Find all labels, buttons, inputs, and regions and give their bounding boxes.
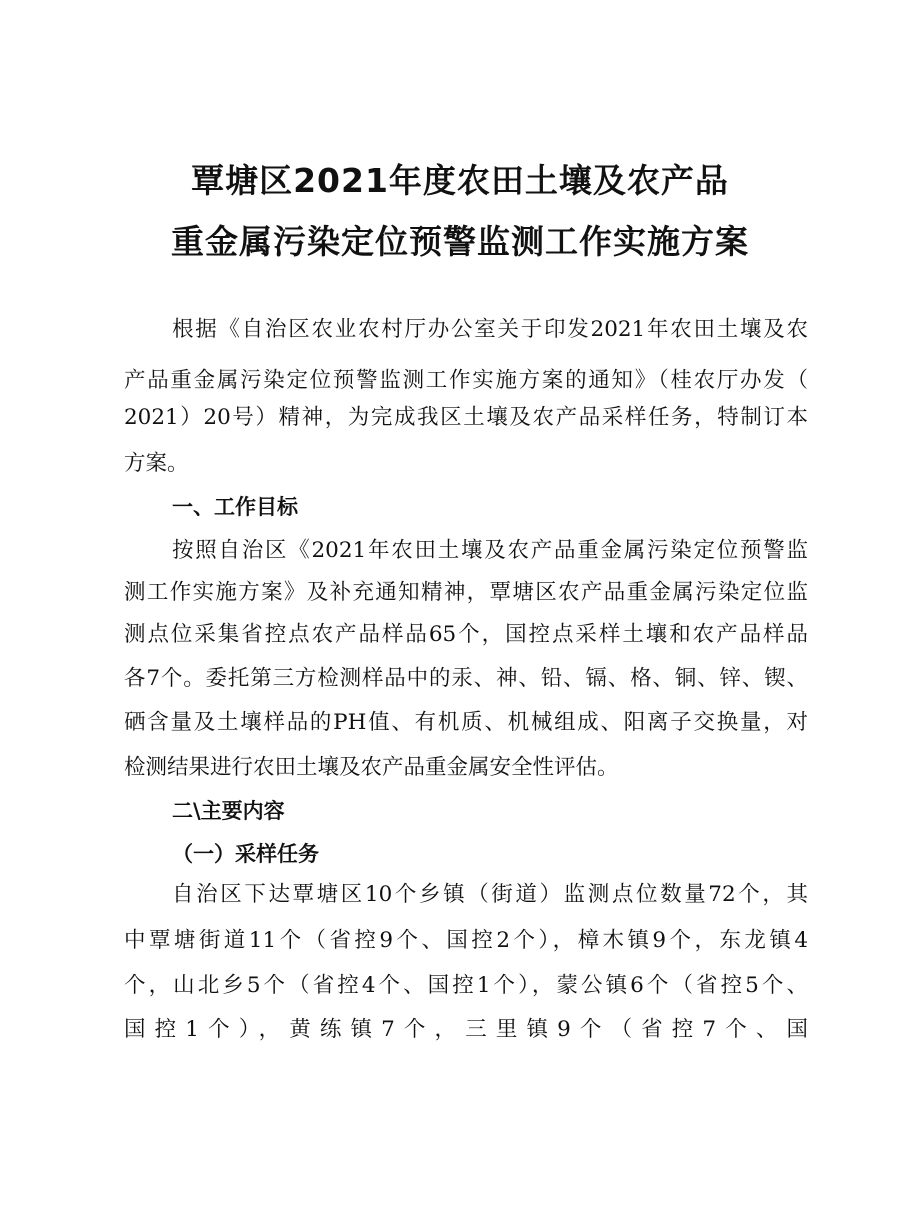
paragraph-2-line-6: 检测结果进行农田土壤及农产品重金属安全性评估。 xyxy=(124,755,619,780)
paragraph-1-line-1: 根据《自治区农业农村厅办公室关于印发2021年农田土壤及农 xyxy=(172,317,808,342)
document-title-line-2: 重金属污染定位预警监测工作实施方案 xyxy=(171,222,749,261)
paragraph-1-line-3: 2021）20号）精神，为完成我区土壤及农产品采样任务，特制订本 xyxy=(124,405,808,430)
section-heading-main-content: 二\主要内容 xyxy=(172,799,285,823)
paragraph-3-line-4: 国控1个），黄练镇7个，三里镇9个（省控7个、国 xyxy=(124,1017,808,1042)
paragraph-3-line-3: 个，山北乡5个（省控4个、国控1个），蒙公镇6个（省控5个、 xyxy=(124,973,808,998)
document-title-line-1: 覃塘区2021年度农田土壤及农产品 xyxy=(191,161,729,200)
paragraph-2-line-3: 测点位采集省控点农产品样品65个，国控点采样土壤和农产品样品 xyxy=(124,622,808,647)
paragraph-2-line-2: 测工作实施方案》及补充通知精神，覃塘区农产品重金属污染定位监 xyxy=(124,580,808,605)
paragraph-3-line-1: 自治区下达覃塘区10个乡镇（街道）监测点位数量72个，其 xyxy=(172,882,808,907)
paragraph-2-line-4: 各7个。委托第三方检测样品中的汞、神、铅、镉、格、铜、锌、锲、 xyxy=(124,666,808,691)
subsection-heading-sampling-task: （一）采样任务 xyxy=(172,842,319,866)
paragraph-2-line-5: 硒含量及土壤样品的PH值、有机质、机械组成、阳离子交换量，对 xyxy=(124,710,808,735)
paragraph-2-line-1: 按照自治区《2021年农田土壤及农产品重金属污染定位预警监 xyxy=(172,538,808,563)
section-heading-work-goal: 一、工作目标 xyxy=(172,495,298,519)
paragraph-1-line-4: 方案。 xyxy=(124,451,189,476)
paragraph-3-line-2: 中覃塘街道11个（省控9个、国控2个），樟木镇9个，东龙镇4 xyxy=(124,928,808,953)
paragraph-1-line-2: 产品重金属污染定位预警监测工作实施方案的通知》（桂农厅办发（ xyxy=(124,368,808,393)
